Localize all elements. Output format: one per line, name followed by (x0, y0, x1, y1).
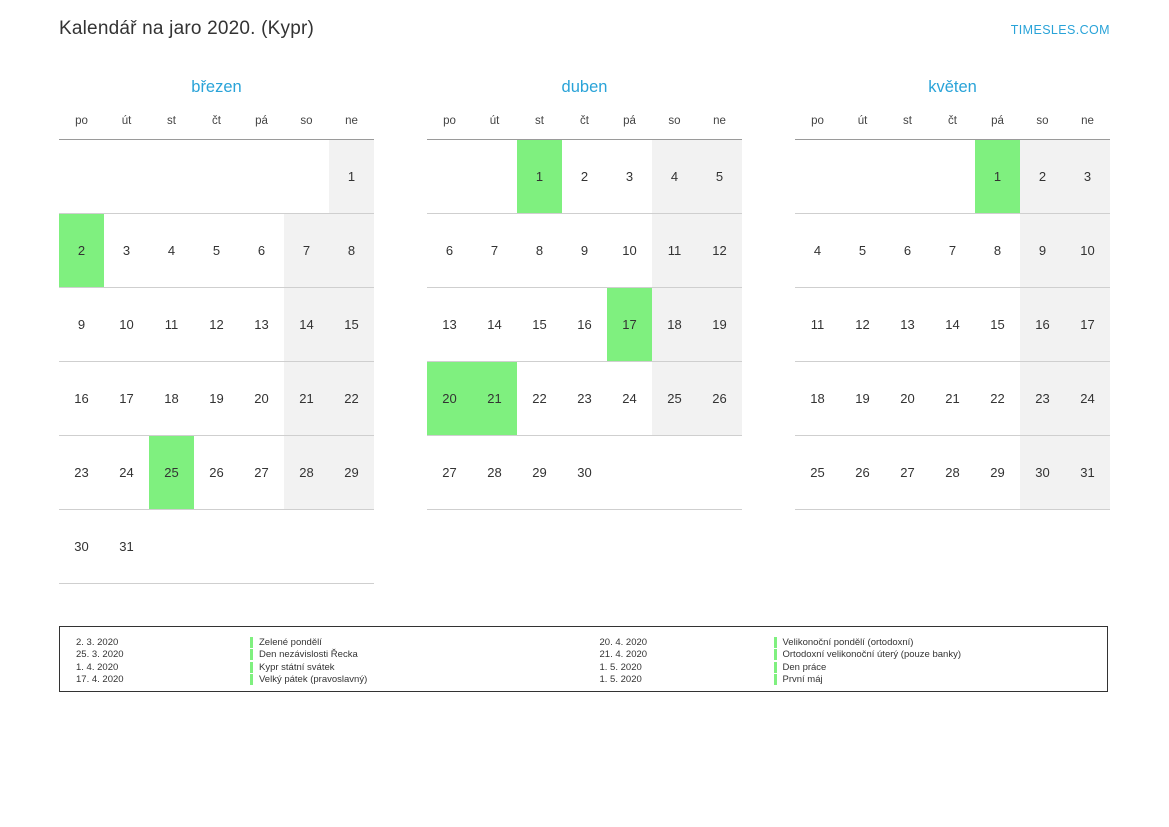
day-cell[interactable]: 19 (697, 288, 742, 362)
day-cell[interactable]: 26 (697, 362, 742, 436)
legend-color-swatch (774, 649, 777, 660)
day-cell[interactable]: 1 (329, 140, 374, 214)
day-cell-empty (284, 510, 329, 584)
day-cell[interactable]: 3 (104, 214, 149, 288)
legend-row (60, 662, 584, 674)
day-cell[interactable]: 20 (239, 362, 284, 436)
day-cell[interactable]: 21 (284, 362, 329, 436)
day-cell[interactable]: 9 (562, 214, 607, 288)
day-cell-empty (329, 510, 374, 584)
day-cell[interactable]: 12 (697, 214, 742, 288)
month-grid (427, 111, 742, 510)
day-cell[interactable]: 18 (795, 362, 840, 436)
month-block (427, 78, 742, 584)
day-cell-empty (284, 140, 329, 214)
day-cell[interactable]: 7 (930, 214, 975, 288)
day-cell[interactable]: 8 (517, 214, 562, 288)
legend-date: 1. 4. 2020 (76, 661, 119, 673)
day-cell[interactable]: 4 (149, 214, 194, 288)
day-cell[interactable]: 16 (59, 362, 104, 436)
day-cell[interactable]: 22 (517, 362, 562, 436)
legend-label: Den nezávislosti Řecka (259, 649, 358, 661)
day-cell[interactable]: 22 (329, 362, 374, 436)
week-row (59, 140, 374, 214)
legend-date: 21. 4. 2020 (599, 649, 648, 661)
weekday-header: po (795, 111, 840, 140)
legend-color-swatch (250, 637, 253, 648)
weekday-header: út (104, 111, 149, 140)
day-cell[interactable]: 30 (59, 510, 104, 584)
legend-row (60, 637, 584, 649)
weekday-header: st (149, 111, 194, 140)
day-cell[interactable]: 11 (149, 288, 194, 362)
day-cell[interactable]: 13 (239, 288, 284, 362)
legend-date: 1. 5. 2020 (599, 661, 642, 673)
day-cell[interactable]: 2 (562, 140, 607, 214)
day-cell[interactable]: 22 (975, 362, 1020, 436)
day-cell[interactable]: 23 (1020, 362, 1065, 436)
day-cell-empty (607, 436, 652, 510)
legend-label: Ortodoxní velikonoční úterý (pouze banky) (782, 649, 961, 661)
day-cell[interactable]: 9 (59, 288, 104, 362)
day-cell-empty (472, 140, 517, 214)
day-cell-empty (652, 436, 697, 510)
page-header (59, 18, 1110, 48)
brand-label: TIMESLES.COM (1010, 23, 1110, 37)
legend-color-swatch (250, 674, 253, 685)
day-cell[interactable]: 29 (975, 436, 1020, 510)
week-row (427, 362, 742, 436)
legend-row (584, 637, 1108, 649)
weekday-header-row (427, 111, 742, 140)
weekday-header: ne (329, 111, 374, 140)
day-cell[interactable]: 13 (885, 288, 930, 362)
legend-row (584, 662, 1108, 674)
weekday-header: pá (239, 111, 284, 140)
day-cell[interactable]: 11 (652, 214, 697, 288)
legend-color-swatch (774, 674, 777, 685)
day-cell[interactable]: 15 (329, 288, 374, 362)
day-cell[interactable]: 30 (1020, 436, 1065, 510)
day-cell[interactable]: 31 (1065, 436, 1110, 510)
weekday-header: so (652, 111, 697, 140)
day-cell[interactable]: 10 (607, 214, 652, 288)
day-cell[interactable]: 25 (652, 362, 697, 436)
day-cell-empty (194, 510, 239, 584)
legend-color-swatch (774, 637, 777, 648)
day-cell[interactable]: 3 (607, 140, 652, 214)
day-cell[interactable]: 24 (104, 436, 149, 510)
weekday-header: út (472, 111, 517, 140)
day-cell[interactable]: 26 (840, 436, 885, 510)
day-cell[interactable]: 14 (472, 288, 517, 362)
day-cell-empty (239, 140, 284, 214)
week-row (59, 288, 374, 362)
day-cell[interactable]: 3 (1065, 140, 1110, 214)
day-cell-empty (149, 140, 194, 214)
weekday-header: ne (697, 111, 742, 140)
day-cell[interactable]: 7 (284, 214, 329, 288)
day-cell[interactable]: 4 (652, 140, 697, 214)
day-cell[interactable]: 5 (840, 214, 885, 288)
legend-color-swatch (774, 662, 777, 673)
day-cell[interactable]: 6 (427, 214, 472, 288)
weekday-header-row (59, 111, 374, 140)
day-cell[interactable]: 19 (194, 362, 239, 436)
legend-label: Velký pátek (pravoslavný) (259, 674, 368, 686)
day-cell-empty (427, 140, 472, 214)
day-cell[interactable]: 20 (885, 362, 930, 436)
legend-color-swatch (250, 649, 253, 660)
day-cell-holiday[interactable]: 2 (59, 214, 104, 288)
day-cell[interactable]: 6 (885, 214, 930, 288)
day-cell[interactable]: 27 (427, 436, 472, 510)
day-cell[interactable]: 12 (194, 288, 239, 362)
weekday-header: út (840, 111, 885, 140)
legend-label: První máj (782, 674, 823, 686)
day-cell[interactable]: 7 (472, 214, 517, 288)
day-cell-holiday[interactable]: 25 (149, 436, 194, 510)
weekday-header: st (517, 111, 562, 140)
legend-row (584, 674, 1108, 686)
day-cell-empty (59, 140, 104, 214)
weekday-header-row (795, 111, 1110, 140)
weekday-header: ne (1065, 111, 1110, 140)
day-cell-empty (104, 140, 149, 214)
day-cell[interactable]: 29 (329, 436, 374, 510)
day-cell[interactable]: 16 (562, 288, 607, 362)
day-cell-empty (194, 140, 239, 214)
month-name: březen (191, 78, 242, 96)
day-cell-empty (840, 140, 885, 214)
legend (59, 626, 1108, 692)
legend-color-swatch (250, 662, 253, 673)
day-cell[interactable]: 17 (104, 362, 149, 436)
week-row (427, 140, 742, 214)
legend-row (60, 674, 584, 686)
day-cell[interactable]: 31 (104, 510, 149, 584)
day-cell[interactable]: 21 (930, 362, 975, 436)
legend-label: Kypr státní svátek (259, 661, 335, 673)
day-cell[interactable]: 5 (194, 214, 239, 288)
day-cell-holiday[interactable]: 20 (427, 362, 472, 436)
day-cell[interactable]: 14 (284, 288, 329, 362)
weekday-header: po (59, 111, 104, 140)
month-grid (795, 111, 1110, 510)
weekday-header: pá (975, 111, 1020, 140)
weekday-header: čt (930, 111, 975, 140)
day-cell[interactable]: 24 (1065, 362, 1110, 436)
week-row (795, 140, 1110, 214)
months-container (59, 78, 1110, 584)
legend-label: Velikonoční pondělí (ortodoxní) (782, 637, 914, 648)
day-cell-empty (697, 436, 742, 510)
day-cell[interactable]: 2 (1020, 140, 1065, 214)
weekday-header: st (885, 111, 930, 140)
week-row (795, 362, 1110, 436)
week-row (59, 436, 374, 510)
weekday-header: so (1020, 111, 1065, 140)
legend-label: Zelené pondělí (259, 637, 322, 648)
weekday-header: so (284, 111, 329, 140)
legend-date: 2. 3. 2020 (76, 637, 119, 648)
weekday-header: po (427, 111, 472, 140)
legend-row (60, 649, 584, 661)
day-cell[interactable]: 13 (427, 288, 472, 362)
weekday-header: čt (194, 111, 239, 140)
day-cell-empty (795, 140, 840, 214)
page-title: Kalendář na jaro 2020. (Kypr) (59, 18, 315, 39)
day-cell-holiday[interactable]: 1 (517, 140, 562, 214)
month-block (59, 78, 374, 584)
week-row (427, 214, 742, 288)
day-cell-holiday[interactable]: 17 (607, 288, 652, 362)
day-cell[interactable]: 27 (239, 436, 284, 510)
legend-column (60, 627, 584, 691)
day-cell-holiday[interactable]: 1 (975, 140, 1020, 214)
legend-row (584, 649, 1108, 661)
day-cell[interactable]: 10 (1065, 214, 1110, 288)
week-row (795, 288, 1110, 362)
week-row (59, 510, 374, 584)
day-cell[interactable]: 23 (562, 362, 607, 436)
legend-column (584, 627, 1108, 691)
week-row (795, 214, 1110, 288)
day-cell[interactable]: 15 (975, 288, 1020, 362)
legend-date: 20. 4. 2020 (599, 637, 648, 648)
day-cell[interactable]: 14 (930, 288, 975, 362)
day-cell[interactable]: 11 (795, 288, 840, 362)
day-cell[interactable]: 12 (840, 288, 885, 362)
month-name: duben (561, 78, 608, 96)
day-cell[interactable]: 15 (517, 288, 562, 362)
day-cell[interactable]: 23 (59, 436, 104, 510)
legend-label: Den práce (782, 661, 827, 673)
day-cell-empty (149, 510, 194, 584)
day-cell-empty (930, 140, 975, 214)
day-cell[interactable]: 28 (472, 436, 517, 510)
day-cell[interactable]: 28 (930, 436, 975, 510)
day-cell[interactable]: 6 (239, 214, 284, 288)
day-cell[interactable]: 24 (607, 362, 652, 436)
month-block (795, 78, 1110, 584)
legend-date: 17. 4. 2020 (76, 674, 124, 686)
month-grid (59, 111, 374, 584)
weekday-header: pá (607, 111, 652, 140)
week-row (795, 436, 1110, 510)
day-cell[interactable]: 18 (652, 288, 697, 362)
day-cell[interactable]: 28 (284, 436, 329, 510)
day-cell[interactable]: 9 (1020, 214, 1065, 288)
week-row (427, 288, 742, 362)
legend-date: 25. 3. 2020 (76, 649, 124, 661)
day-cell[interactable]: 8 (329, 214, 374, 288)
week-row (59, 214, 374, 288)
day-cell[interactable]: 19 (840, 362, 885, 436)
legend-date: 1. 5. 2020 (599, 674, 642, 686)
day-cell-empty (885, 140, 930, 214)
day-cell[interactable]: 16 (1020, 288, 1065, 362)
day-cell-empty (239, 510, 284, 584)
day-cell[interactable]: 18 (149, 362, 194, 436)
month-name: květen (928, 78, 977, 96)
day-cell[interactable]: 8 (975, 214, 1020, 288)
day-cell[interactable]: 17 (1065, 288, 1110, 362)
day-cell[interactable]: 10 (104, 288, 149, 362)
week-row (427, 436, 742, 510)
day-cell[interactable]: 4 (795, 214, 840, 288)
week-row (59, 362, 374, 436)
weekday-header: čt (562, 111, 607, 140)
day-cell[interactable]: 30 (562, 436, 607, 510)
day-cell[interactable]: 29 (517, 436, 562, 510)
day-cell[interactable]: 25 (795, 436, 840, 510)
day-cell[interactable]: 5 (697, 140, 742, 214)
day-cell-holiday[interactable]: 21 (472, 362, 517, 436)
day-cell[interactable]: 26 (194, 436, 239, 510)
day-cell[interactable]: 27 (885, 436, 930, 510)
